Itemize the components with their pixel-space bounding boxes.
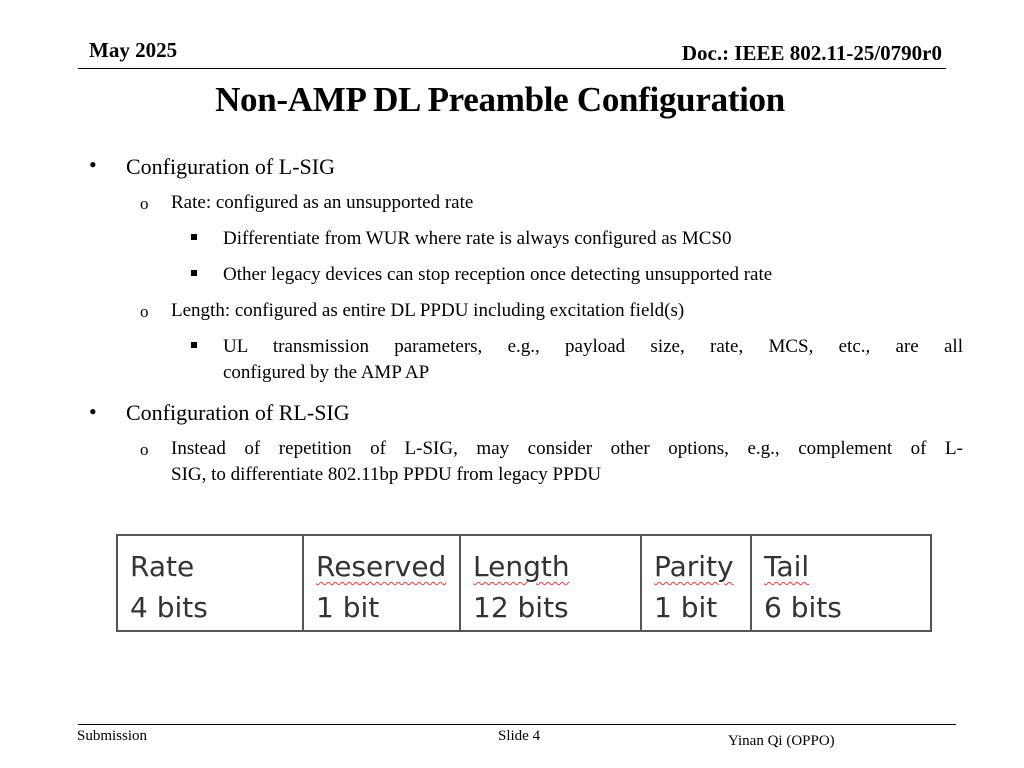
item-legacy-stop: Other legacy devices can stop reception once detecting unsupported rate (223, 264, 773, 285)
field-bits: 4 bits (130, 591, 208, 624)
item-ul-params-line1: UL transmission parameters, e.g., payload size, rate, MCS, etc., are all (223, 336, 963, 357)
sub-bullet-rlsig-line1: Instead of repetition of L-SIG, may consider other options, e.g., complement of L- (171, 438, 963, 459)
footer-slide-number: Slide 4 (498, 728, 541, 744)
sub-bullet-length: Length: configured as entire DL PPDU including excitation field(s) (171, 300, 685, 321)
footer-submission: Submission (77, 728, 148, 744)
footer-rule (78, 724, 956, 725)
slide-title: Non-AMP DL Preamble Configuration (215, 80, 785, 119)
item-ul-params-line2: configured by the AMP AP (223, 362, 430, 383)
field-parity (642, 536, 752, 630)
field-bits: 1 bit (316, 591, 380, 624)
field-rate (118, 536, 304, 630)
field-length (461, 536, 642, 630)
field-reserved (304, 536, 461, 630)
field-tail (752, 536, 930, 630)
footer-author: Yinan Qi (OPPO) (728, 733, 835, 749)
field-name: Tail (764, 550, 810, 583)
square-bullet-marker (191, 342, 197, 348)
bullet-lsig: Configuration of L-SIG (126, 154, 335, 179)
sub-bullet-marker: o (140, 302, 149, 321)
sub-bullet-rate: Rate: configured as an unsupported rate (171, 192, 474, 213)
square-bullet-marker (191, 234, 197, 240)
field-name: Length (473, 550, 570, 583)
item-differentiate-wur: Differentiate from WUR where rate is always configured as MCS0 (223, 228, 732, 249)
bullet-marker: • (89, 399, 97, 424)
field-bits: 12 bits (473, 591, 569, 624)
sub-bullet-marker: o (140, 194, 149, 213)
field-name: Parity (654, 550, 734, 583)
field-bits: 1 bit (654, 591, 718, 624)
bullet-rlsig: Configuration of RL-SIG (126, 400, 350, 425)
lsig-field-table (116, 534, 932, 632)
field-bits: 6 bits (764, 591, 842, 624)
field-name: Rate (130, 550, 195, 583)
sub-bullet-rlsig-line2: SIG, to differentiate 802.11bp PPDU from legacy PPDU (171, 464, 602, 485)
header-doc-id: Doc.: IEEE 802.11-25/0790r0 (681, 41, 942, 65)
sub-bullet-marker: o (140, 440, 149, 459)
field-name: Reserved (316, 550, 447, 583)
header-rule (78, 68, 946, 69)
bullet-marker: • (89, 152, 97, 177)
square-bullet-marker (191, 270, 197, 276)
header-date: May 2025 (89, 38, 178, 62)
